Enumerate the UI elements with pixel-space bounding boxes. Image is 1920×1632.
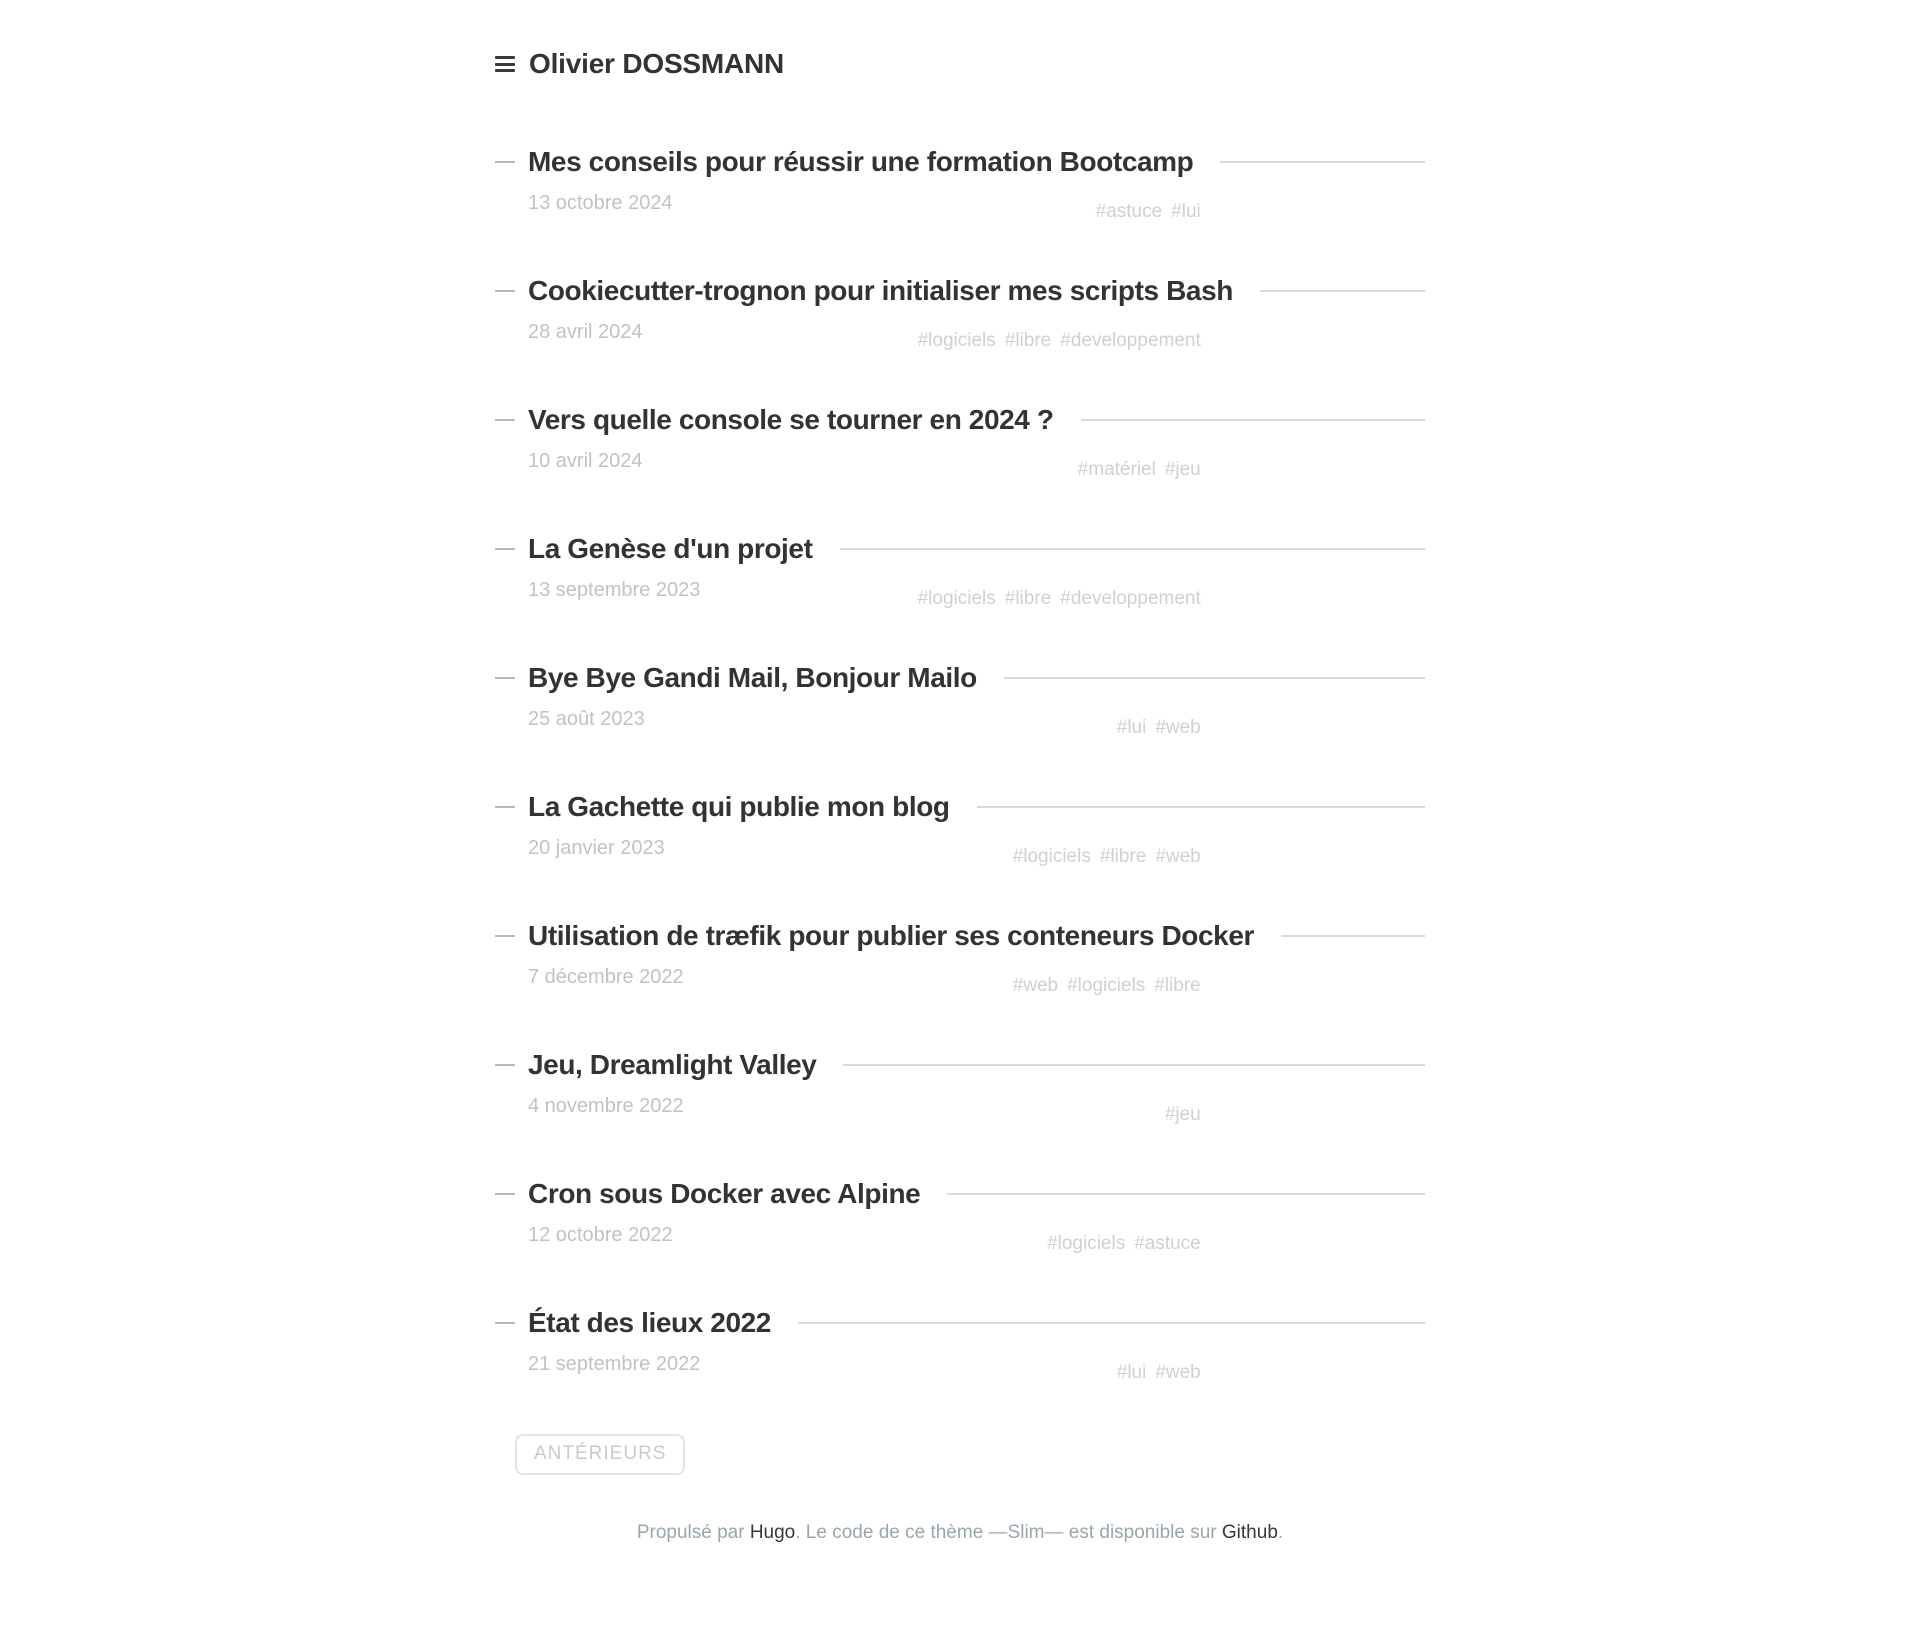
footer-theme-text: . Le code de ce thème —Slim— est disponible sur: [795, 1522, 1222, 1543]
title-dash-rule: [495, 935, 515, 937]
tag-link[interactable]: #jeu: [1164, 1104, 1201, 1125]
post-title-row: [495, 1047, 1425, 1083]
post-title-link[interactable]: La Genèse d'un projet: [528, 533, 813, 564]
post-date: 28 avril 2024: [528, 321, 643, 343]
post-title-row: [495, 789, 1425, 825]
post-meta: [495, 1351, 1425, 1385]
title-trailing-rule: [977, 806, 1425, 808]
hugo-link[interactable]: Hugo: [749, 1522, 796, 1543]
tag-link[interactable]: #developpement: [1060, 588, 1201, 609]
title-dash-rule: [495, 161, 515, 163]
post-date: 10 avril 2024: [528, 450, 643, 472]
post-meta: [495, 448, 1425, 482]
title-trailing-rule: [1004, 677, 1425, 679]
title-trailing-rule: [947, 1193, 1425, 1195]
site-title[interactable]: Olivier DOSSMANN: [529, 48, 785, 79]
post-meta: [495, 706, 1425, 740]
post-date: 12 octobre 2022: [528, 1224, 673, 1246]
title-dash-rule: [495, 806, 515, 808]
post-date: 4 novembre 2022: [528, 1095, 684, 1117]
post-item: [495, 273, 1425, 353]
tag-link[interactable]: #web: [1012, 975, 1059, 996]
post-title-link[interactable]: Cron sous Docker avec Alpine: [528, 1178, 921, 1209]
tag-link[interactable]: #logiciels: [1047, 1233, 1126, 1254]
tag-link[interactable]: #libre: [1099, 846, 1147, 867]
title-dash-rule: [495, 290, 515, 292]
post-title-link[interactable]: Jeu, Dreamlight Valley: [528, 1049, 817, 1080]
post-list: [495, 144, 1425, 1385]
tag-link[interactable]: #lui: [1116, 1362, 1147, 1383]
post-item: [495, 1047, 1425, 1127]
tag-link[interactable]: #logiciels: [1012, 846, 1091, 867]
title-trailing-rule: [1220, 161, 1425, 163]
post-title-link[interactable]: Bye Bye Gandi Mail, Bonjour Mailo: [528, 662, 977, 693]
post-date: 13 octobre 2024: [528, 192, 673, 214]
title-trailing-rule: [1081, 419, 1425, 421]
github-link[interactable]: Github: [1221, 1522, 1278, 1543]
post-date: 25 août 2023: [528, 708, 645, 730]
title-trailing-rule: [843, 1064, 1425, 1066]
post-item: [495, 660, 1425, 740]
post-tags: [1117, 1361, 1201, 1385]
post-title-row: [495, 273, 1425, 309]
post-date: 21 septembre 2022: [528, 1353, 701, 1375]
tag-link[interactable]: #matériel: [1077, 459, 1156, 480]
tag-link[interactable]: #jeu: [1164, 459, 1201, 480]
post-tags: [1013, 845, 1201, 869]
page-container: [495, 0, 1425, 1545]
post-title-link[interactable]: La Gachette qui publie mon blog: [528, 791, 950, 822]
title-dash-rule: [495, 677, 515, 679]
tag-link[interactable]: #libre: [1154, 975, 1201, 996]
post-item: [495, 144, 1425, 224]
tag-link[interactable]: #libre: [1004, 588, 1052, 609]
post-title-row: [495, 402, 1425, 438]
tag-link[interactable]: #logiciels: [917, 588, 996, 609]
post-title-row: [495, 660, 1425, 696]
post-item: [495, 402, 1425, 482]
post-title-link[interactable]: Utilisation de træfik pour publier ses conteneurs Docker: [528, 920, 1254, 951]
post-title-row: [495, 1176, 1425, 1212]
post-meta: [495, 964, 1425, 998]
title-dash-rule: [495, 548, 515, 550]
footer-powered-text: Propulsé par: [636, 1522, 750, 1543]
hamburger-menu-icon[interactable]: [495, 56, 515, 72]
post-tags: [918, 329, 1201, 353]
post-title-link[interactable]: Vers quelle console se tourner en 2024 ?: [528, 404, 1054, 435]
post-title-link[interactable]: État des lieux 2022: [528, 1307, 771, 1338]
post-tags: [918, 587, 1201, 611]
post-meta: [495, 835, 1425, 869]
post-tags: [1047, 1232, 1201, 1256]
post-title-link[interactable]: Mes conseils pour réussir une formation Bootcamp: [528, 146, 1194, 177]
post-meta: [495, 319, 1425, 353]
tag-link[interactable]: #lui: [1171, 201, 1201, 222]
footer-suffix-text: .: [1277, 1522, 1284, 1543]
post-meta: [495, 190, 1425, 224]
tag-link[interactable]: #logiciels: [917, 330, 996, 351]
post-title-row: [495, 1305, 1425, 1341]
tag-link[interactable]: #astuce: [1095, 201, 1163, 222]
site-footer: [495, 1521, 1425, 1545]
post-tags: [1165, 1103, 1201, 1127]
post-item: [495, 1176, 1425, 1256]
previous-posts-button[interactable]: ANTÉRIEURS: [515, 1434, 685, 1475]
post-tags: [1117, 716, 1201, 740]
post-item: [495, 789, 1425, 869]
title-trailing-rule: [798, 1322, 1425, 1324]
post-date: 20 janvier 2023: [528, 837, 665, 859]
title-trailing-rule: [1260, 290, 1425, 292]
title-dash-rule: [495, 1064, 515, 1066]
post-title-link[interactable]: Cookiecutter-trognon pour initialiser mes scripts Bash: [528, 275, 1233, 306]
post-tags: [1078, 458, 1201, 482]
post-title-row: [495, 531, 1425, 567]
title-dash-rule: [495, 419, 515, 421]
site-header: [495, 0, 1425, 80]
post-tags: [1013, 974, 1201, 998]
title-dash-rule: [495, 1193, 515, 1195]
post-date: 7 décembre 2022: [528, 966, 684, 988]
post-title-row: [495, 918, 1425, 954]
post-meta: [495, 577, 1425, 611]
tag-link[interactable]: #web: [1155, 846, 1201, 867]
tag-link[interactable]: #astuce: [1134, 1233, 1201, 1254]
pagination: [495, 1434, 1425, 1475]
title-dash-rule: [495, 1322, 515, 1324]
post-date: 13 septembre 2023: [528, 579, 701, 601]
title-trailing-rule: [1281, 935, 1425, 937]
tag-link[interactable]: #web: [1155, 717, 1201, 738]
tag-link[interactable]: #web: [1155, 1362, 1201, 1383]
post-meta: [495, 1222, 1425, 1256]
tag-link[interactable]: #developpement: [1060, 330, 1201, 351]
post-item: [495, 531, 1425, 611]
post-item: [495, 1305, 1425, 1385]
title-trailing-rule: [840, 548, 1425, 550]
tag-link[interactable]: #libre: [1004, 330, 1052, 351]
post-meta: [495, 1093, 1425, 1127]
post-title-row: [495, 144, 1425, 180]
post-item: [495, 918, 1425, 998]
post-tags: [1096, 200, 1201, 224]
tag-link[interactable]: #logiciels: [1067, 975, 1146, 996]
tag-link[interactable]: #lui: [1116, 717, 1147, 738]
